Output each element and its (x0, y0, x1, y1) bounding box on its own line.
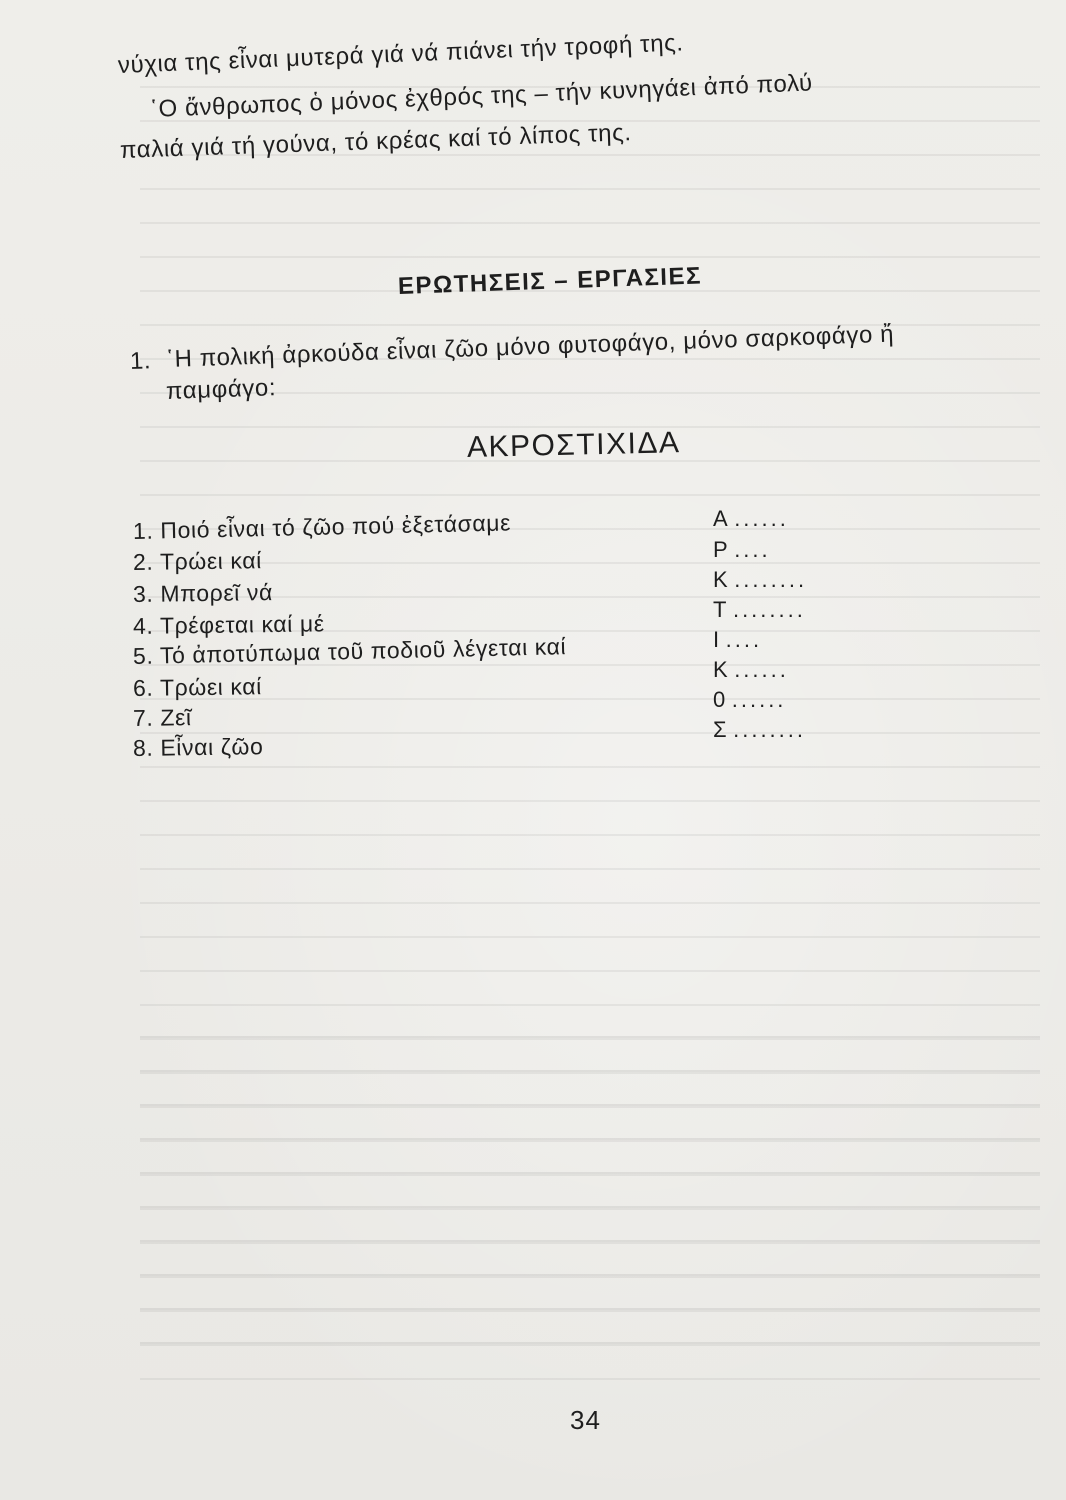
acrostic-clue-7: 7. Ζεῖ (132, 704, 192, 731)
acrostic-clue-1: 1. Ποιό εἶναι τό ζῶο πού ἐξετάσαμε (132, 509, 512, 544)
answer-blank: ........ (732, 597, 806, 622)
answer-letter: Ι (713, 627, 720, 652)
bleed-through-texture (140, 60, 1040, 1400)
acrostic-answer-1 (713, 506, 789, 532)
answer-blank: ........ (733, 717, 807, 742)
answer-letter: Τ (713, 597, 727, 622)
acrostic-answer-2 (713, 537, 771, 563)
paragraph-line-3: παλιά γιά τή γούνα, τό κρέας καί τό λίπος της. (119, 119, 633, 164)
section-heading: ΕΡΩΤΗΣΕΙΣ – ΕΡΓΑΣΙΕΣ (397, 262, 703, 300)
answer-blank: .... (734, 537, 771, 562)
answer-letter: Κ (713, 567, 729, 592)
answer-blank: .... (725, 627, 763, 652)
answer-blank: ...... (731, 687, 787, 712)
page-number: 34 (570, 1405, 601, 1435)
acrostic-title: ΑΚΡΟΣΤΙΧΙΔΑ (466, 426, 681, 464)
question-1-line-1: ῾Η πολική ἀρκούδα εἶναι ζῶο μόνο φυτοφάγο, μόνο σαρκοφάγο ἤ (165, 320, 895, 373)
acrostic-clue-3: 3. Μπορεῖ νά (132, 579, 274, 607)
acrostic-answer-3 (713, 567, 807, 593)
answer-letter: Α (713, 506, 729, 531)
question-1-number: 1. (129, 347, 152, 375)
acrostic-answer-6 (713, 657, 789, 683)
answer-letter: Σ (713, 717, 728, 742)
answer-blank: ........ (734, 567, 808, 592)
question-1-line-2: παμφάγο: (165, 374, 277, 405)
acrostic-clue-2: 2. Τρώει καί (132, 547, 262, 575)
acrostic-clue-8: 8. Εἶναι ζῶο (132, 733, 264, 761)
acrostic-clue-5: 5. Τό ἀποτύπωμα τοῦ ποδιοῦ λέγεται καί (132, 633, 567, 669)
acrostic-clue-6: 6. Τρώει καί (132, 673, 262, 701)
acrostic-answer-7 (713, 687, 786, 713)
bleed-through-texture-lower (140, 1010, 1040, 1370)
acrostic-answer-5 (713, 627, 762, 653)
answer-blank: ...... (734, 506, 789, 531)
acrostic-answer-8 (713, 717, 806, 743)
answer-letter: 0 (713, 687, 726, 712)
answer-blank: ...... (734, 657, 789, 682)
answer-letter: Ρ (713, 537, 729, 562)
acrostic-clue-4: 4. Τρέφεται καί μέ (132, 610, 325, 639)
answer-letter: Κ (713, 657, 729, 682)
paragraph-line-1: νύχια της εἶναι μυτερά γιά νά πιάνει τήν τροφή της. (117, 29, 685, 79)
acrostic-answer-4 (713, 597, 806, 623)
paragraph-line-2: ῾Ο ἄνθρωπος ὁ μόνος ἐχθρός της – τήν κυνηγάει ἀπό πολύ (149, 69, 814, 123)
